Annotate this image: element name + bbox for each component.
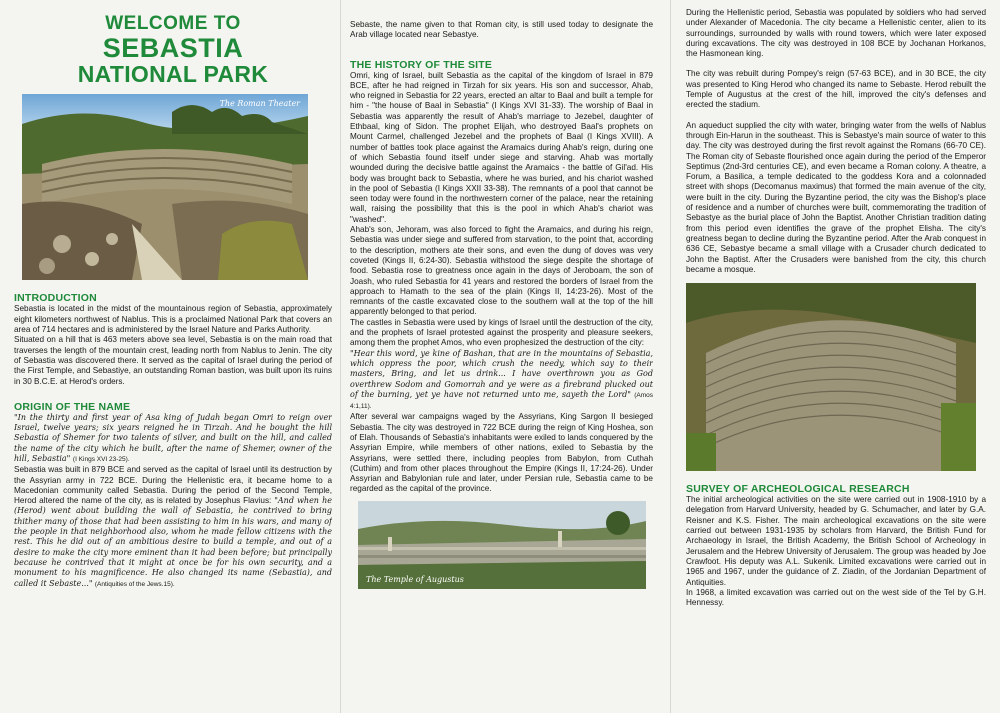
title-line-sebastia: SEBASTIA [102, 32, 244, 63]
history-paragraph-3: The castles in Sebastia were used by kings of Israel until the destruction of the city, and the prophets of Israel protested against the prosperity and pleasure seekers, among them the prophet Amos, who even prophesized the destruction of the city: [350, 317, 653, 348]
fold-line-left [340, 0, 341, 713]
introduction-heading: INTRODUCTION [14, 292, 97, 305]
history-quote-amos-ref: (Amos 4:1,11). [350, 391, 653, 411]
column-left [14, 0, 332, 713]
temple-of-augustus-photo [358, 501, 646, 589]
aqueduct-paragraph: An aqueduct supplied the city with water, bringing water from the wells of Nablus through Ein-Harun in the southeast. This is Sebastye's main source of water to this day. The city was destroyed during the first revolt against the Romans (66-70 CE). The Roman city of Sebaste flourished once again during the period of the Emperor Septimus (2nd-3rd centuries CE), and even became a Roman colony. A theatre, a Forum, a Basilica, a temple dedicated to the goddess Kora and a colonnaded street with shops (Decomanus maximus) that formed the main avenue of the city, were built in the city. During the Byzantine period, the city was the Bishop's place of residence and a number of churches were built, commemorating the tradition of Sebastye as the burial place of John the Baptist. Another Christian tradition dating from this period even identifies the grave of the prophet Elisha. The city's greatness began to decline during the Byzantine period. After the Arab conquest in 636 CE, Sebastye became a small village with a Crusader church dedicated to John the Baptist. After the Crusaders were banished from the city, this church became a mosque. [686, 120, 986, 274]
hellenistic-paragraph: During the Hellenistic period, Sebastia was populated by soldiers who had served under Alexander of Macedonia. The city became a Hellenistic center, alien to its surroundings, surrounded by walls with round towers, which were later exposed during excavations. The city was destroyed in 108 BCE by Jochanan Horkanos, the Hasmonean king. [686, 8, 986, 59]
herod-paragraph: The city was rebuilt during Pompey's reign (57-63 BCE), and in 30 BCE, the city was presented to King Herod who changed its name to Sebaste. Herod rebuilt the Temple of Augustus at the crest of the hill, improved the city's defenses and erected the stadium. [686, 69, 986, 110]
history-paragraph-2: Ahab's son, Jehoram, was also forced to fight the Aramaics, and during his reign, Sebastia was under siege and suffered from starvation, to the point that, according to the description, mothers ate their sons, and even the dung of doves was very coveted (Kings II, 6:24-30). Sebastia withstood the siege despite the shortage of food. Sebastia rose to greatness once again in the days of Jeroboam, the son of Joash, who ruled Sebastia for 41 years and restored the borders of Israel from the approach to Hamath to the sea of the plain (Kings II, 14:23-26). Most of the remnants of the castle excavated close to the southern wall at the top of the hill apparently belonged to that period. [350, 225, 653, 317]
history-quote-amos-text: "Hear this word, ye kine of Bashan, that are in the mountains of Sebastia, which oppress the poor, which crush the needy, which say to their masters, Bring, and let us drink... I have overthrown you as God overthrew Sodom and Gomorrah and ye were as a firebrand plucked out of the burning, yet ye have not returned unto me, sayeth the Lord" [350, 348, 653, 399]
fold-line-right [670, 0, 671, 713]
origin-quote-josephus-ref: (Antiquities of the Jews.15). [94, 580, 175, 588]
origin-quote-kings [14, 413, 332, 465]
title-line-welcome: WELCOME TO [105, 13, 241, 34]
column-right [686, 0, 986, 713]
history-quote-amos [350, 349, 653, 413]
origin-quote-josephus: "And when he (Herod) went about building the wall of Sebastia, he contrived to bring thither many of those that had been assisting to him in his wars, and many of the people in that neighborhood also, whom he made fellow citizens with the rest. This he did out of an ambitious desire to build a temple, and out of a desire to make the city more eminent than it had been before; but principally because he contrived that it might at once be for his own security, and a monument to his magnificence. He also changed its name (Sebastia), and called it Sebaste..." [14, 496, 332, 588]
roman-theater-photo [22, 94, 308, 280]
history-paragraph-1: Omri, king of Israel, built Sebastia as the capital of the kingdom of Israel in 879 BCE, after he had reigned in Tirzah for six years. His son and successor, Ahab, who reigned in Sebastia for 22 years, erected an altar to Baal and built a temple for him - "the house of Baal in Sebastia" (I Kings XVI 31-33). The worship of Baal in Sebastia was apparently the result of Ahab's marriage to Jezebel, daughter of Ethbaal, king of Sidon. The prophet Elijah, who destroyed Baal's prophets on Mount Carmel, challenged Jezebel and the prophets of Baal (I Kings XVIII). A number of battles took place against the Aramaics during Ahab's reign, during one of which Sebastia found itself under siege and starving. Ahab was mortally wounded during the decisive battle against the Aramaics - the battle of Gil'ad. His body was brought back to Sebastia, where he was buried, and his chariot washed in the pool of Sebastia (I Kings XXII 33-38). The remnants of a pool that cannot be seen today were found in the northwestern corner of the palace, near the retaining wall, raising the possibility that this is the pool in which Ahab's chariot was "washed". [350, 70, 653, 224]
origin-quote-kings-text: "In the thirty and first year of Asa king of Judah began Omri to reign over Israel, twelve years; six years reigned he in Tirzah. And he bought the hill Sebastia of Shemer for two talents of silver, and built on the hill, and called the name of the city which he built, after the name of Shemer, owner of the hill, Sebastia" [14, 412, 332, 463]
origin-heading: ORIGIN OF THE NAME [14, 400, 131, 413]
column-middle [350, 0, 653, 713]
temple-of-augustus-caption: The Temple of Augustus [366, 574, 464, 584]
origin-paragraph [14, 465, 332, 590]
survey-heading: SURVEY OF ARCHEOLOGICAL RESEARCH [686, 483, 910, 496]
roman-theater-caption: The Roman Theater [219, 99, 300, 109]
history-intro: Sebaste, the name given to that Roman city, is still used today to designate the Arab village located near Sebastye. [350, 20, 653, 40]
page-title [14, 14, 332, 86]
survey-paragraph-2: In 1968, a limited excavation was carried out on the west side of the Tel by G.H. Hennessy. [686, 587, 986, 608]
introduction-paragraph-2: Situated on a hill that is 463 meters above sea level, Sebastia is on the main road that traverses the length of the mountain crest, leading north from Nablus to Jenin. The city of Sebastia was discovered there. It served as the capital of Israel during the period of the First Temple, and Sebastiye, an outstanding Roman bastion, was built upon its ruins in 30 B.C.E. at Herod's orders. [14, 335, 332, 386]
round-tower-photo [686, 283, 976, 471]
title-line-national-park: NATIONAL PARK [77, 61, 269, 88]
origin-quote-kings-ref: (I Kings XVI 23-25). [72, 455, 130, 463]
history-heading: THE HISTORY OF THE SITE [350, 58, 493, 71]
origin-paragraph-text: Sebastia was built in 879 BCE and served as the capital of Israel until its destruction by the Assyrian army in 722 BCE. During the Hellenistic era, it became home to a Macedonian community called Sebastia. During the period of the Second Temple, Herod altered the name of the city, as is related by Josephus Flavius: [14, 465, 332, 506]
survey-paragraph-1: The initial archeological activities on the site were carried out in 1908-1910 by a delegation from Harvard University, headed by G. Schumacher, and later by G.A. Reisner and K.S. Fisher. The main archeological excavations on the site were carried out between 1931-1935 by scholars from Harvard, the British Fund for Archaeology in Israel, the British Academy, the British School of Archeology in Jerusalem and the Hebrew University of Jerusalem. The group was headed by Joe Crawfoot. His deputy was A.L. Sukenik. Limited excavations were carried out in 1965 and 1967, under the guidance of Z. Ziadin, of the Jordanian Department of Antiquities. [686, 495, 986, 587]
history-paragraph-4: After several war campaigns waged by the Assyrians, King Sargon II besieged Sebastia. The city was destroyed in 722 BCE during the reign of King Hoshea, son of Elah. Thousands of Sebastia's inhabitants were exiled to lands conquered by the Assyrian Empire, while members of other nations, exiled to Sebastia by the Assyrians, were settled there, including peoples from Babylon, from Cuthah (Cuthim) and from other places throughout the Empire (Kings II, 17:24-26). Under Assyrian and Babylonian rule and later, under Persian rule, Sebastia came to be regarded as the capital of the province. [350, 412, 653, 494]
introduction-paragraph-1: Sebastia is located in the midst of the mountainous region of Sebastia, approximately eight kilometers northwest of Nablus. This is a proclaimed National Park that covers an area of 714 hectares and is administered by the Israel Nature and Parks Authority. [14, 304, 332, 335]
